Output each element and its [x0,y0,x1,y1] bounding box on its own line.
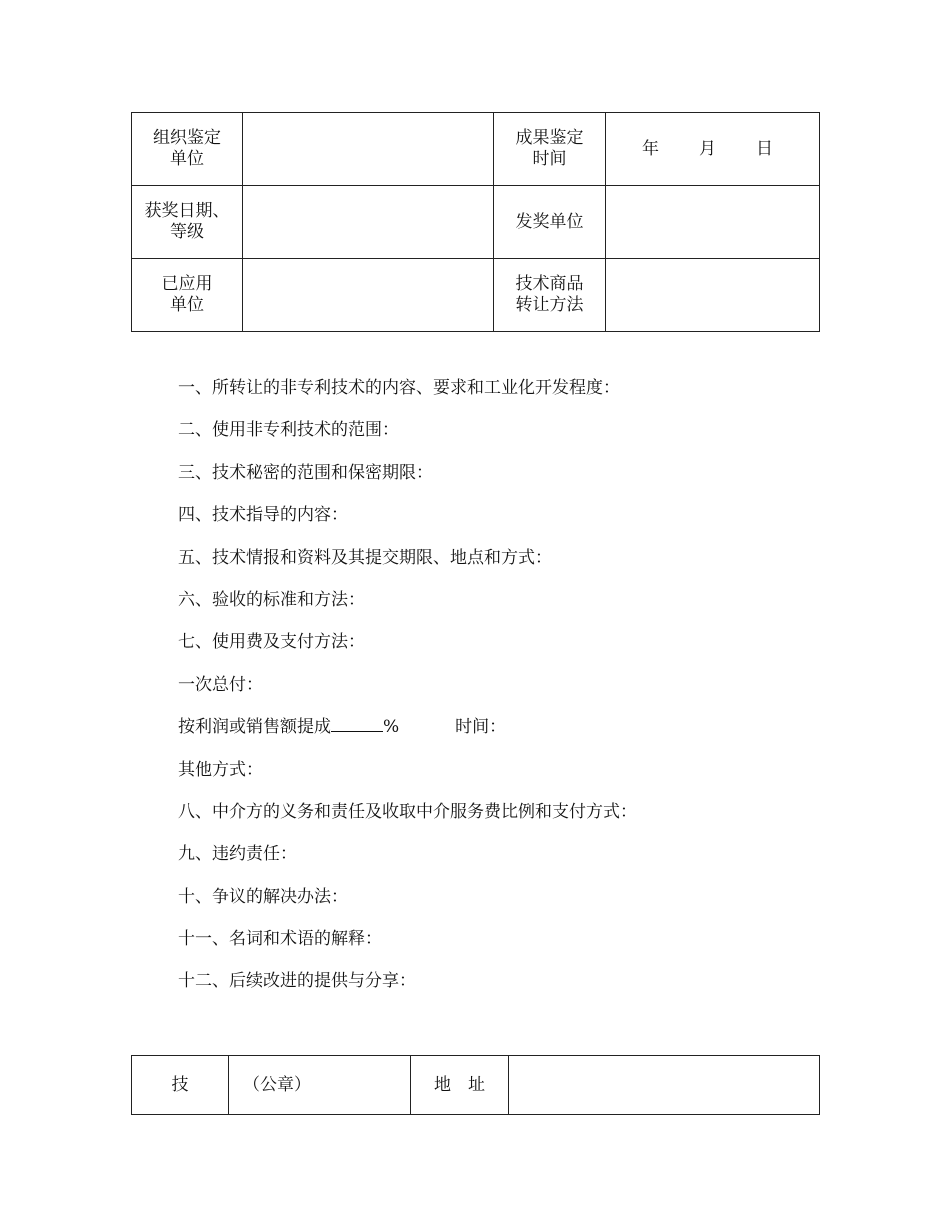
clause-1: 一、所转让的非专利技术的内容、要求和工业化开发程度： [178,378,620,398]
clause-9: 九、违约责任： [178,844,297,865]
contract-clauses [178,374,818,1010]
address-label: 地 址 [411,1056,509,1115]
clause-5: 五、技术情报和资料及其提交期限、地点和方式： [178,547,552,568]
day-label: 日 [756,138,773,159]
table-row [132,259,820,332]
signature-table [131,1055,820,1115]
label-appraisal-time: 成果鉴定 时间 [494,113,606,186]
value-applied-units[interactable] [243,259,494,332]
clause-3: 三、技术秘密的范围和保密期限： [178,462,433,483]
table-row [132,186,820,259]
value-award-date-grade[interactable] [243,186,494,259]
clause-4: 四、技术指导的内容： [178,505,348,526]
payment-lump-sum: 一次总付： [178,674,263,695]
year-label: 年 [642,138,659,159]
value-appraisal-date[interactable] [606,113,820,186]
party-label: 技 [132,1056,229,1115]
payment-other: 其他方式： [178,759,263,780]
month-label: 月 [699,138,716,159]
clause-10: 十、争议的解决办法： [178,886,348,907]
commission-label: 按利润或销售额提成 [178,717,331,738]
table-row [132,113,820,186]
clause-8: 八、中介方的义务和责任及收取中介服务费比例和支付方式： [178,801,637,822]
label-appraisal-organizer: 组织鉴定 单位 [132,113,243,186]
clause-6: 六、验收的标准和方法： [178,589,365,610]
label-transfer-method: 技术商品 转让方法 [494,259,606,332]
label-award-date-grade: 获奖日期、 等级 [132,186,243,259]
table-row [132,1056,820,1115]
percent-sign: % [383,717,400,738]
value-appraisal-organizer[interactable] [243,113,494,186]
address-value[interactable] [509,1056,820,1115]
label-applied-units: 已应用 单位 [132,259,243,332]
achievement-info-table [131,112,820,332]
commission-percent-blank[interactable] [331,713,383,732]
clause-12: 十二、后续改进的提供与分享： [178,971,416,992]
commission-time-label: 时间： [455,717,507,738]
clause-2: 二、使用非专利技术的范围： [178,420,399,441]
value-transfer-method[interactable] [606,259,820,332]
seal-area[interactable]: （公章） [229,1056,411,1115]
value-award-issuer[interactable] [606,186,820,259]
clause-11: 十一、名词和术语的解释： [178,929,382,950]
payment-commission [178,713,818,755]
clause-7: 七、使用费及支付方法： [178,632,365,653]
label-award-issuer: 发奖单位 [494,186,606,259]
